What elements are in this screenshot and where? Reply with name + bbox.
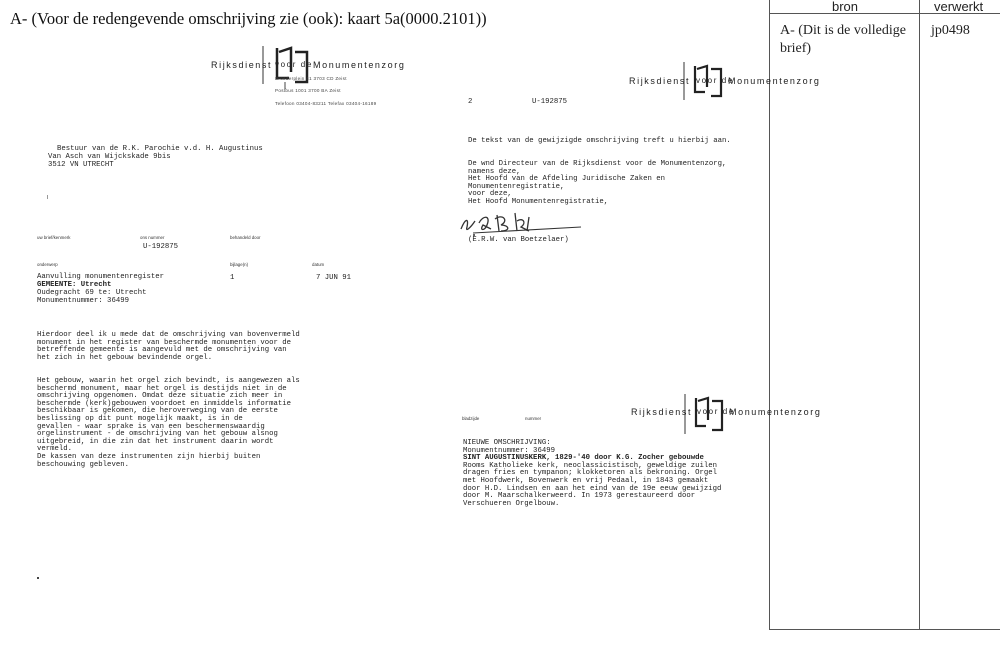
- recipient-line-2: Van Asch van Wijckskade 9bis: [48, 153, 171, 161]
- recipient-line-3: 3512 VN UTRECHT: [48, 161, 114, 169]
- bijlage-value: 1: [230, 274, 235, 282]
- description-line: Verschueren Orgelbouw.: [463, 499, 560, 508]
- description-line: door M. Maarschalkerweerd. In 1973 gerestaureerd door: [463, 492, 696, 501]
- org-name-mid: voor de: [696, 76, 734, 85]
- recipient-line-1: Bestuur van de R.K. Parochie v.d. H. Augustinus: [57, 145, 263, 153]
- label-datum: datum: [312, 262, 325, 267]
- org-name-mid: voor de: [697, 407, 735, 416]
- handwritten-signature: [455, 205, 585, 239]
- new-description-block: [463, 440, 721, 508]
- label-onderwerp: onderwerp: [37, 262, 58, 267]
- body-line: orgelinstrument - de omschrijving van het gebouw alsnog: [37, 430, 278, 439]
- datum-value: 7 JUN 91: [316, 274, 352, 282]
- column-header-bron: bron: [832, 0, 859, 14]
- sign-line: Het Hoofd van de Afdeling Juridische Zaken en: [468, 175, 666, 184]
- subject-line-3: Oudegracht 69 te: Utrecht: [37, 289, 147, 297]
- sign-line: voor deze,: [468, 190, 512, 199]
- address-line-2: Postbus 1001 3700 BA Zeist: [275, 88, 341, 93]
- subject-line-2: GEMEENTE: Utrecht: [37, 281, 112, 289]
- body-line: beschermde (kerk)gebouwen voordoet en inmiddels informatie: [37, 399, 291, 408]
- label-behandeld-door: behandeld door: [230, 235, 261, 240]
- body-line: omschrijving opgenomen. Omdat deze situatie zich meer in: [37, 392, 283, 401]
- page2-intro: De tekst van de gewijzigde omschrijving treft u hierbij aan.: [468, 137, 731, 145]
- body-line: Het gebouw, waarin het orgel zich bevindt, is aangewezen als: [37, 377, 300, 385]
- description-line: Rooms Katholieke kerk, neoclassicistisch, geweldige zuilen: [463, 461, 717, 470]
- page2-reference: U-192875: [532, 98, 568, 106]
- scan-speck: [37, 577, 39, 579]
- bron-line-1: A- (Dit is de volledige: [780, 23, 906, 38]
- bron-line-2: brief): [780, 41, 812, 56]
- body-line: monument in het register van beschermde monumenten voor de: [37, 338, 291, 347]
- label-bladzijde: bladzijde: [462, 416, 480, 421]
- body-line: beslissing op dit punt mogelijk maakt, is in de: [37, 414, 243, 423]
- org-name-left: Rijksdienst: [631, 407, 693, 417]
- body-line: De kassen van deze instrumenten zijn hierbij buiten: [37, 452, 261, 461]
- body-line: het zich in het gebouw bevindende orgel.: [37, 353, 213, 362]
- description-line: met Hoofdwerk, Bovenwerk en vrij Pedaal, in 1843 gemaakt: [463, 476, 709, 485]
- body-paragraph-1: [37, 332, 300, 362]
- body-paragraph-2: [37, 378, 300, 469]
- body-line: vermeld.: [37, 445, 73, 454]
- body-line: beschouwing gebleven.: [37, 460, 129, 469]
- description-line: dragen fries en tympanon; klokketoren als bekroning. Orgel: [463, 469, 717, 478]
- description-line: NIEUWE OMSCHRIJVING:: [463, 439, 551, 447]
- sign-line: Monumentenregistratie,: [468, 182, 565, 191]
- org-name-right: Monumentenzorg: [728, 76, 821, 86]
- body-line: uitgebreid, in die zin dat het instrument daarin wordt: [37, 437, 274, 446]
- label-uw-brief: uw brief/kenmerk: [37, 235, 71, 240]
- description-line: SINT AUGUSTINUSKERK, 1829-'40 door K.G. Zocher gebouwde: [463, 454, 704, 463]
- body-line: betreffende gemeente is aangevuld met de omschrijving van: [37, 346, 287, 355]
- description-line: door H.D. Lindsen en aan het eind van de 19e eeuw gewijzigd: [463, 484, 722, 493]
- org-name-mid: voor de: [275, 60, 313, 69]
- sign-line: De wnd Directeur van de Rijksdienst voor de Monumentenzorg,: [468, 160, 727, 168]
- page-number: 2: [468, 98, 473, 106]
- subject-line-1: Aanvulling monumentenregister: [37, 273, 164, 281]
- label-nummer: nummer: [525, 416, 542, 421]
- org-name-left: Rijksdienst: [211, 60, 273, 70]
- body-line: beschermd monument, maar het orgel is destijds niet in de: [37, 384, 287, 393]
- address-line-1: Broederplein 41 3703 CD Zeist: [275, 76, 347, 81]
- body-line: gevallen - waar sprake is van een beschermenswaardig: [37, 422, 265, 431]
- ons-nummer-value: U-192875: [143, 243, 179, 251]
- sign-line: Het Hoofd Monumentenregistratie,: [468, 197, 609, 206]
- label-bijlage: bijlage(n): [230, 262, 249, 267]
- signer-name: (E.R.W. van Boetzelaer): [468, 236, 569, 244]
- label-ons-nummer: ons nummer: [140, 235, 165, 240]
- org-name-right: Monumentenzorg: [729, 407, 822, 417]
- verwerkt-value: jp0498: [931, 23, 970, 38]
- document-headline: A- (Voor de redengevende omschrijving zie (ook): kaart 5a(0000.2101)): [10, 9, 487, 28]
- scan-speck: [47, 195, 48, 199]
- column-header-verwerkt: verwerkt: [934, 0, 984, 14]
- sign-line: namens deze,: [468, 167, 521, 176]
- description-line: Monumentnummer: 36499: [463, 446, 555, 455]
- body-line: beschikbaar is gekomen, die heroverweging van de eerste: [37, 407, 278, 416]
- subject-line-4: Monumentnummer: 36499: [37, 297, 129, 305]
- org-name-left: Rijksdienst: [629, 76, 691, 86]
- signature-block: [468, 161, 726, 207]
- phone-line: Telefoon 03404-83211 Telefax 03404-16189: [275, 101, 377, 106]
- org-name-right: Monumentenzorg: [313, 60, 406, 70]
- body-line: Hierdoor deel ik u mede dat de omschrijving van bovenvermeld: [37, 331, 300, 339]
